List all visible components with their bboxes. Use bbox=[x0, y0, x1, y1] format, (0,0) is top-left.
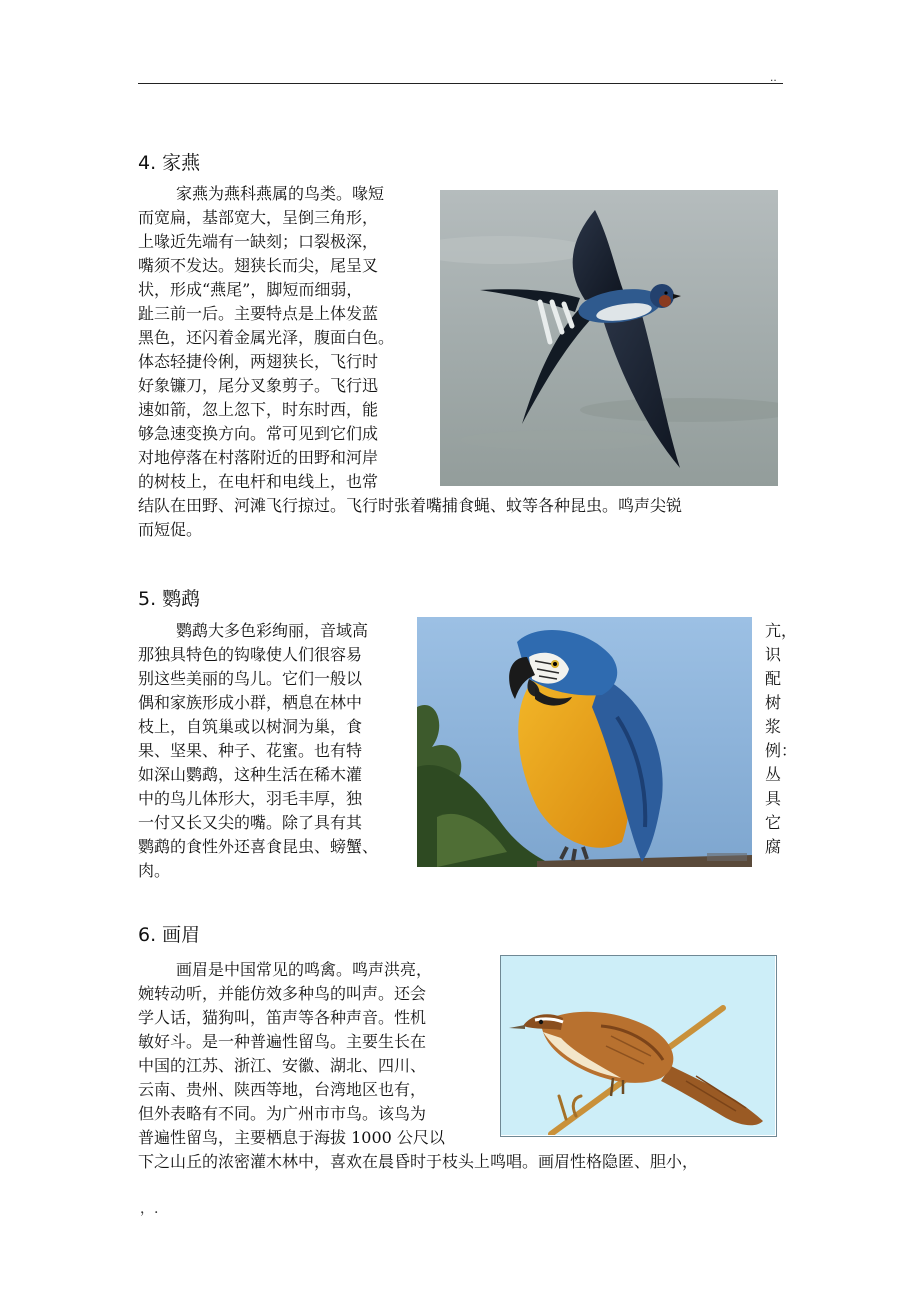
text-line: 上喙近先端有一缺刻；口裂极深， bbox=[138, 232, 379, 251]
footer-mark: ，. bbox=[140, 1201, 159, 1217]
text-line: 而宽扁，基部宽大，呈倒三角形， bbox=[138, 208, 379, 227]
text-line: 结队在田野、河滩飞行掠过。飞行时张着嘴捕食蝇、蚊等各种昆虫。鸣声尖锐 bbox=[138, 496, 683, 515]
text-line: 一付又长又尖的嘴。除了具有其 bbox=[138, 813, 363, 832]
text-line: 敏好斗。是一种普遍性留鸟。主要生长在 bbox=[138, 1032, 427, 1051]
thrush-illustration bbox=[500, 955, 777, 1137]
section-title-thrush: 6. 画眉 bbox=[138, 924, 201, 946]
swallow-photo bbox=[440, 190, 778, 486]
text-line: 果、坚果、种子、花蜜。也有特 bbox=[138, 741, 363, 760]
section-title-parrot: 5. 鹦鹉 bbox=[138, 588, 201, 610]
text-line: 学人话，猫狗叫，笛声等各种声音。性机 bbox=[138, 1008, 427, 1027]
text-fragment: 腐 bbox=[765, 837, 782, 856]
text-line: 对地停落在村落附近的田野和河岸 bbox=[138, 448, 379, 467]
text-fragment: 它 bbox=[765, 813, 782, 832]
text-line: 家燕为燕科燕属的鸟类。喙短 bbox=[176, 184, 385, 203]
text-line: 速如箭，忽上忽下，时东时西，能 bbox=[138, 400, 379, 419]
text-fragment: 丛 bbox=[765, 765, 782, 784]
text-line: 下之山丘的浓密灌木林中，喜欢在晨昏时于枝头上鸣唱。画眉性格隐匿、胆小， bbox=[138, 1152, 699, 1171]
text-line: 鹦鹉大多色彩绚丽，音域高 bbox=[176, 621, 369, 640]
text-line: 肉。 bbox=[138, 861, 171, 880]
text-fragment: 亢， bbox=[765, 621, 798, 640]
text-line: 那独具特色的钩喙使人们很容易 bbox=[138, 645, 363, 664]
text-line: 如深山鹦鹉，这种生活在稀木灌 bbox=[138, 765, 363, 784]
text-line: 鹦鹉的食性外还喜食昆虫、螃蟹、 bbox=[138, 837, 379, 856]
text-fragment: 识 bbox=[765, 645, 782, 664]
text-fragment: 配 bbox=[765, 669, 782, 688]
text-line: 好象镰刀，尾分叉象剪子。飞行迅 bbox=[138, 376, 379, 395]
text-line: 而短促。 bbox=[138, 520, 203, 539]
text-line: 状，形成“燕尾”，脚短而细弱， bbox=[138, 280, 363, 299]
text-line: 体态轻捷伶俐，两翅狭长，飞行时 bbox=[138, 352, 379, 371]
text-line: 婉转动听，并能仿效多种鸟的叫声。还会 bbox=[138, 984, 427, 1003]
text-fragment: 浆 bbox=[765, 717, 782, 736]
text-line: 够急速变换方向。常可见到它们成 bbox=[138, 424, 379, 443]
parrot-photo bbox=[417, 617, 752, 867]
text-line: 嘴须不发达。翅狭长而尖，尾呈叉 bbox=[138, 256, 379, 275]
text-fragment: 例： bbox=[765, 741, 798, 760]
text-line: 中的鸟儿体形大，羽毛丰厚，独 bbox=[138, 789, 363, 808]
section-title-swallow: 4. 家燕 bbox=[138, 152, 201, 174]
text-line: 但外表略有不同。为广州市市鸟。该鸟为 bbox=[138, 1104, 427, 1123]
text-line: 黑色，还闪着金属光泽，腹面白色。 bbox=[138, 328, 395, 347]
header-rule bbox=[138, 83, 783, 84]
text-line: 普遍性留鸟，主要栖息于海拔 1000 公尺以 bbox=[138, 1128, 445, 1147]
text-line: 云南、贵州、陕西等地，台湾地区也有， bbox=[138, 1080, 427, 1099]
text-fragment: 具 bbox=[765, 789, 782, 808]
text-line: 趾三前一后。主要特点是上体发蓝 bbox=[138, 304, 379, 323]
text-line: 画眉是中国常见的鸣禽。鸣声洪亮， bbox=[176, 960, 433, 979]
text-fragment: 树 bbox=[765, 693, 782, 712]
text-line: 的树枝上，在电杆和电线上，也常 bbox=[138, 472, 379, 491]
header-mark: .. bbox=[770, 70, 777, 84]
text-line: 中国的江苏、浙江、安徽、湖北、四川、 bbox=[138, 1056, 427, 1075]
text-line: 别这些美丽的鸟儿。它们一般以 bbox=[138, 669, 363, 688]
text-line: 偶和家族形成小群，栖息在林中 bbox=[138, 693, 363, 712]
text-line: 枝上，自筑巢或以树洞为巢，食 bbox=[138, 717, 363, 736]
